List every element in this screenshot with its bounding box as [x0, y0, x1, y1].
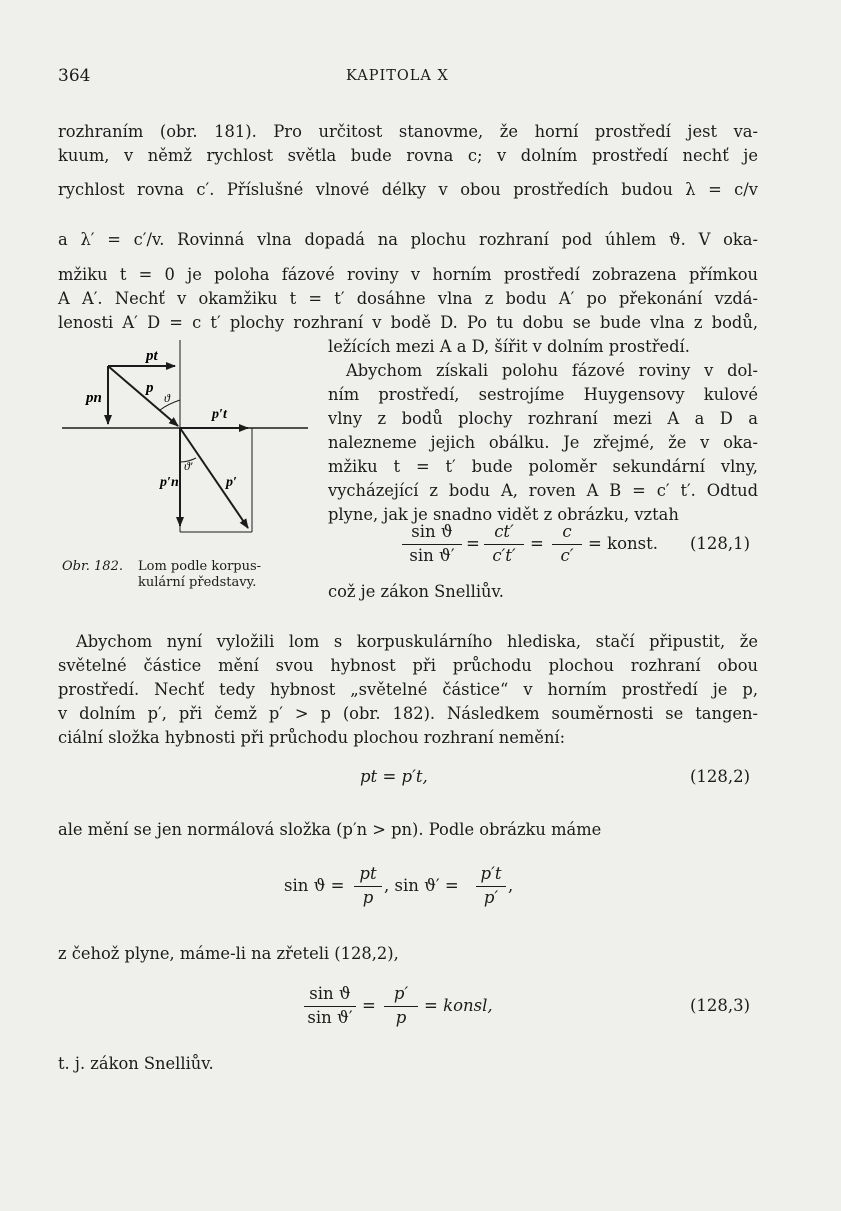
text-line: ležících mezi A a D, šířit v dolním prostředí. — [328, 337, 690, 356]
eq1-num3: c — [562, 522, 572, 541]
label-theta: ϑ — [164, 391, 170, 405]
text-line: ciální složka hybnosti při průchodu plochou rozhraní nemění: — [58, 728, 566, 747]
text-line: plyne, jak je snadno vidět z obrázku, vztah — [328, 505, 679, 524]
label-p-prime: p′ — [226, 475, 237, 490]
label-p-n-prime: p′n — [160, 475, 179, 490]
text-line: v dolním p′, při čemž p′ > p (obr. 182). Následkem souměrnosti se tangen- — [58, 704, 758, 723]
equation-number: (128,2) — [690, 767, 751, 786]
p-prime-arrow — [180, 428, 248, 528]
text-line: a λ′ = c′/v. Rovinná vlna dopadá na plochu rozhraní pod úhlem ϑ. V oka- — [58, 230, 758, 249]
text-line: vlny z bodů plochy rozhraní mezi A a D a — [328, 409, 758, 428]
text-line: ním prostředí, sestrojíme Huygensovy kulové — [328, 385, 758, 404]
text-line: rychlost rovna c′. Příslušné vlnové délky v obou prostředích budou λ = c/v — [58, 180, 758, 199]
text-line: Abychom získali polohu fázové roviny v dol- — [346, 361, 758, 380]
eq3-num2: p′ — [393, 984, 409, 1003]
fraction-bar — [354, 886, 382, 887]
eq3-konst: = konsl, — [424, 996, 493, 1015]
fraction-bar — [402, 544, 462, 545]
eq1-num2: ct′ — [494, 522, 514, 541]
eq-sin-den2: p′ — [483, 888, 499, 907]
text-line: rozhraním (obr. 181). Pro určitost stanovme, že horní prostředí jest va- — [58, 122, 758, 141]
label-p-t: pt — [146, 348, 158, 364]
equation-number: (128,3) — [690, 996, 751, 1015]
text-line: z čehož plyne, máme-li na zřeteli (128,2), — [58, 944, 399, 963]
text-line: Abychom nyní vyložili lom s korpuskulárního hlediska, stačí připustit, že — [76, 632, 758, 651]
label-p: p — [146, 380, 154, 396]
label-p-n: pn — [86, 390, 102, 406]
chapter-title: KAPITOLA X — [346, 68, 449, 84]
eq1-den2: c′t′ — [492, 546, 516, 565]
eq-sin-num1: pt — [359, 864, 377, 883]
eq1-equals: = — [466, 534, 480, 553]
text-line: A A′. Nechť v okamžiku t = t′ dosáhne vlna z bodu A′ po překonání vzdá- — [58, 289, 758, 308]
eq1-den1: sin ϑ′ — [409, 546, 455, 565]
eq1-konst: = konst. — [588, 534, 658, 553]
eq3-equals: = — [362, 996, 376, 1015]
fraction-bar — [384, 1006, 418, 1007]
figure-caption-text: Lom podle korpus- — [138, 559, 262, 574]
text-line: světelné částice mění svou hybnost při průchodu plochou rozhraní obou — [58, 656, 758, 675]
text-line: prostředí. Nechť tedy hybnost „světelné částice“ v horním prostředí je p, — [58, 680, 758, 699]
figure-caption-text: kulární představy. — [138, 575, 257, 590]
theta-arc — [160, 400, 180, 410]
text-line: mžiku t = t′ bude poloměr sekundární vlny, — [328, 457, 758, 476]
fraction-bar — [484, 544, 524, 545]
eq1-num1: sin ϑ — [411, 522, 453, 541]
figure-caption-number: Obr. 182. — [62, 559, 123, 574]
eq3-num1: sin ϑ — [309, 984, 351, 1003]
fraction-bar — [552, 544, 582, 545]
label-p-t-prime: p′t — [212, 407, 227, 422]
text-line: což je zákon Snelliův. — [328, 582, 504, 601]
eq-sin-end: , — [508, 876, 514, 895]
fraction-bar — [304, 1006, 356, 1007]
text-line: lenosti A′ D = c t′ plochy rozhraní v bodě D. Po tu dobu se bude vlna z bodů, — [58, 313, 758, 332]
text-line: kuum, v němž rychlost světla bude rovna c; v dolním prostředí nechť je — [58, 146, 758, 165]
text-line: nalezneme jejich obálku. Je zřejmé, že v oka- — [328, 433, 758, 452]
text-line: mžiku t = 0 je poloha fázové roviny v horním prostředí zobrazena přímkou — [58, 265, 758, 284]
eq-sin-left: sin ϑ = — [284, 876, 345, 895]
eq-sin-mid: , sin ϑ′ = — [384, 876, 459, 895]
eq1-den3: c′ — [560, 546, 574, 565]
eq-sin-num2: p′t — [480, 864, 502, 883]
fraction-bar — [476, 886, 506, 887]
equation-number: (128,1) — [690, 534, 751, 553]
text-line: ale mění se jen normálová složka (p′n > pn). Podle obrázku máme — [58, 820, 602, 839]
label-theta-prime: ϑ′ — [184, 459, 193, 473]
text-line: t. j. zákon Snelliův. — [58, 1054, 214, 1073]
eq1-equals: = — [530, 534, 544, 553]
text-line: vycházející z bodu A, roven A B = c′ t′. Odtud — [328, 481, 758, 500]
equation-128-2: pt = p′t, — [360, 767, 428, 786]
eq-sin-den1: p — [362, 888, 374, 907]
page-number: 364 — [58, 66, 91, 86]
eq3-den1: sin ϑ′ — [307, 1008, 353, 1027]
eq3-den2: p — [395, 1008, 407, 1027]
